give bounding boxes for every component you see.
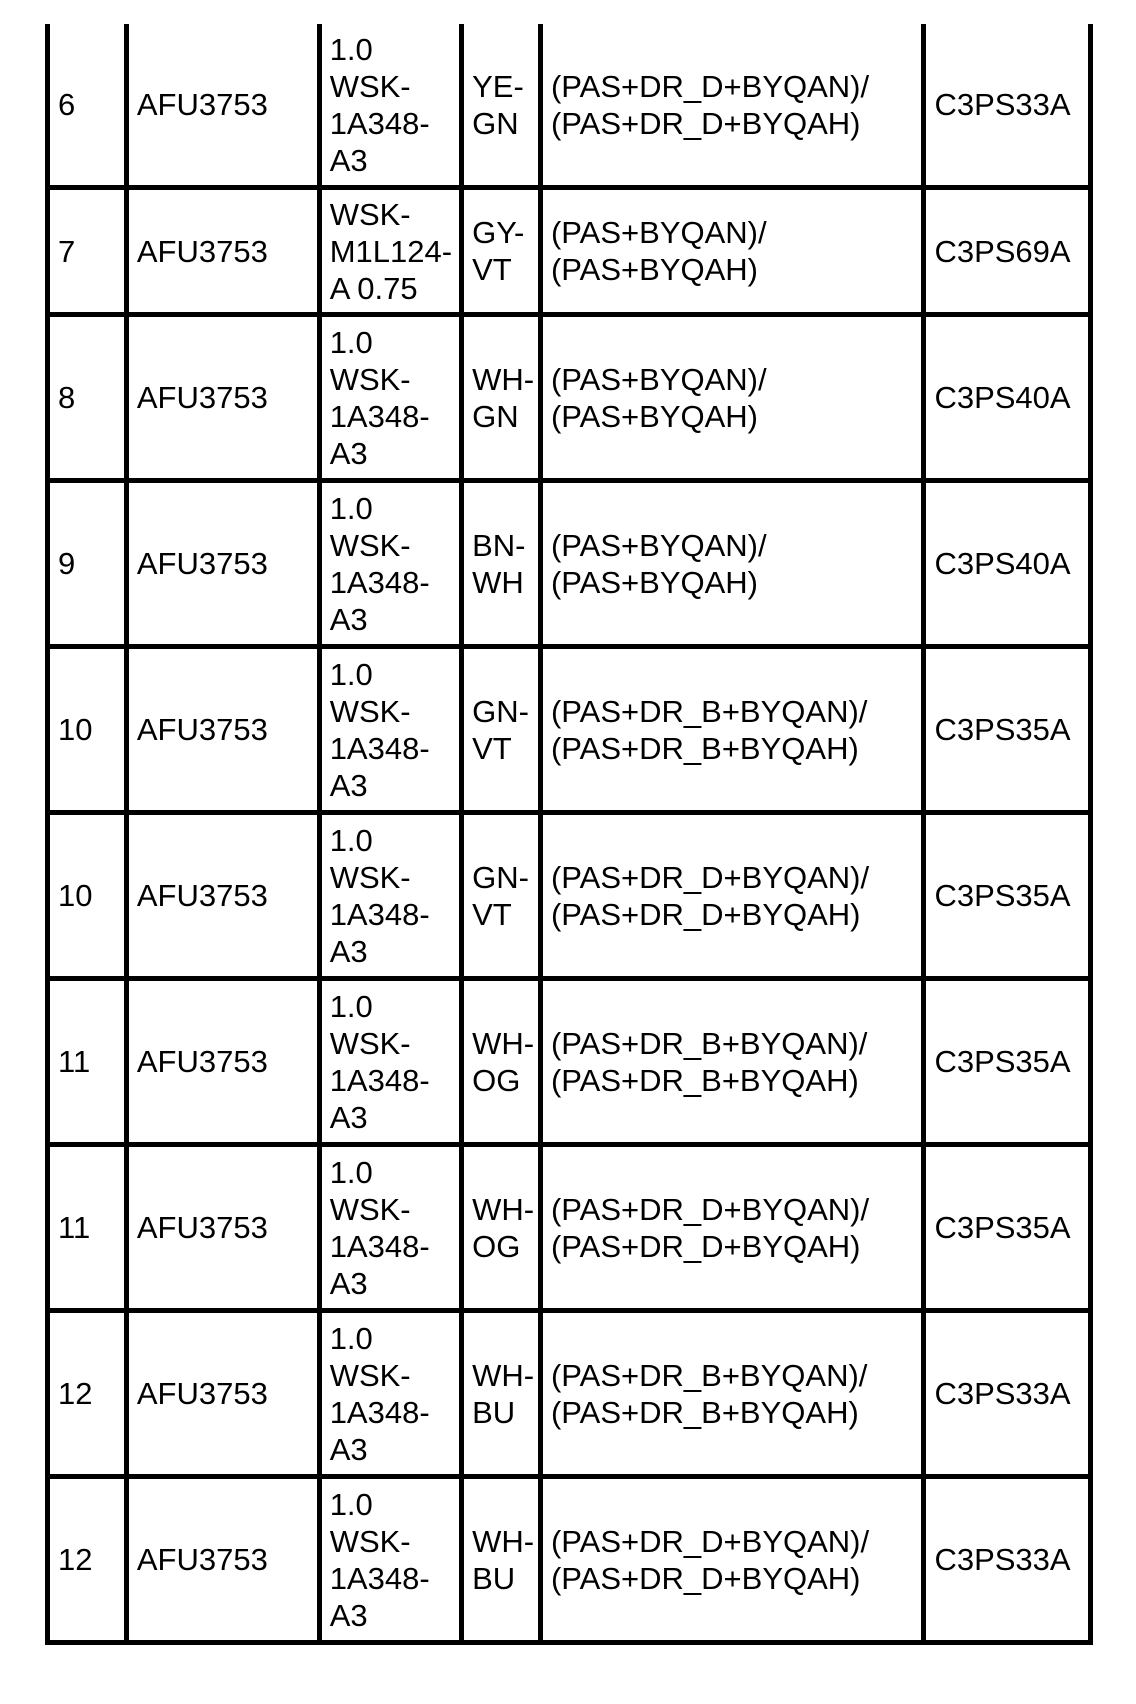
- connector-cell: AFU3753: [126, 647, 319, 813]
- connector-cell: AFU3753: [126, 315, 319, 481]
- connector-cell: AFU3753: [126, 24, 319, 188]
- table-row: [48, 979, 1091, 1145]
- table-row: [48, 188, 1091, 315]
- color-cell: WH- BU: [462, 1477, 541, 1643]
- color-cell: WH- GN: [462, 315, 541, 481]
- wire-cell: 1.0 WSK- 1A348- A3: [319, 1145, 461, 1311]
- table-row: [48, 24, 1091, 188]
- location-cell: C3PS35A: [924, 813, 1091, 979]
- pin-cell: 11: [48, 1145, 127, 1311]
- color-cell: YE- GN: [462, 24, 541, 188]
- connector-cell: AFU3753: [126, 1145, 319, 1311]
- circuit-cell: (PAS+DR_D+BYQAN)/ (PAS+DR_D+BYQAH): [540, 813, 923, 979]
- color-cell: WH- BU: [462, 1311, 541, 1477]
- connector-cell: AFU3753: [126, 979, 319, 1145]
- location-cell: C3PS40A: [924, 315, 1091, 481]
- wire-cell: 1.0 WSK- 1A348- A3: [319, 24, 461, 188]
- circuit-cell: (PAS+DR_B+BYQAN)/ (PAS+DR_B+BYQAH): [540, 979, 923, 1145]
- location-cell: C3PS40A: [924, 481, 1091, 647]
- location-cell: C3PS33A: [924, 1311, 1091, 1477]
- wire-cell: 1.0 WSK- 1A348- A3: [319, 979, 461, 1145]
- table-row: [48, 1477, 1091, 1643]
- color-cell: GN- VT: [462, 647, 541, 813]
- wire-cell: 1.0 WSK- 1A348- A3: [319, 813, 461, 979]
- wire-cell: 1.0 WSK- 1A348- A3: [319, 315, 461, 481]
- location-cell: C3PS35A: [924, 979, 1091, 1145]
- connector-cell: AFU3753: [126, 188, 319, 315]
- wire-cell: 1.0 WSK- 1A348- A3: [319, 1477, 461, 1643]
- pin-cell: 9: [48, 481, 127, 647]
- location-cell: C3PS35A: [924, 647, 1091, 813]
- wire-cell: 1.0 WSK- 1A348- A3: [319, 481, 461, 647]
- wire-cell: 1.0 WSK- 1A348- A3: [319, 647, 461, 813]
- wire-cell: WSK- M1L124- A 0.75: [319, 188, 461, 315]
- table-row: [48, 481, 1091, 647]
- circuit-cell: (PAS+BYQAN)/ (PAS+BYQAH): [540, 188, 923, 315]
- color-cell: GN- VT: [462, 813, 541, 979]
- table-row: [48, 315, 1091, 481]
- color-cell: WH- OG: [462, 1145, 541, 1311]
- circuit-cell: (PAS+DR_D+BYQAN)/ (PAS+DR_D+BYQAH): [540, 1145, 923, 1311]
- connector-cell: AFU3753: [126, 1477, 319, 1643]
- pin-cell: 12: [48, 1311, 127, 1477]
- color-cell: WH- OG: [462, 979, 541, 1145]
- wiring-table: [45, 24, 1093, 1645]
- color-cell: BN- WH: [462, 481, 541, 647]
- connector-cell: AFU3753: [126, 813, 319, 979]
- pin-cell: 10: [48, 647, 127, 813]
- connector-cell: AFU3753: [126, 1311, 319, 1477]
- circuit-cell: (PAS+DR_B+BYQAN)/ (PAS+DR_B+BYQAH): [540, 1311, 923, 1477]
- pin-cell: 8: [48, 315, 127, 481]
- pin-cell: 12: [48, 1477, 127, 1643]
- pin-cell: 6: [48, 24, 127, 188]
- color-cell: GY- VT: [462, 188, 541, 315]
- circuit-cell: (PAS+BYQAN)/ (PAS+BYQAH): [540, 315, 923, 481]
- circuit-cell: (PAS+DR_B+BYQAN)/ (PAS+DR_B+BYQAH): [540, 647, 923, 813]
- location-cell: C3PS33A: [924, 24, 1091, 188]
- location-cell: C3PS33A: [924, 1477, 1091, 1643]
- pin-cell: 10: [48, 813, 127, 979]
- location-cell: C3PS69A: [924, 188, 1091, 315]
- table-row: [48, 813, 1091, 979]
- circuit-cell: (PAS+BYQAN)/ (PAS+BYQAH): [540, 481, 923, 647]
- circuit-cell: (PAS+DR_D+BYQAN)/ (PAS+DR_D+BYQAH): [540, 1477, 923, 1643]
- pin-cell: 11: [48, 979, 127, 1145]
- table-row: [48, 1145, 1091, 1311]
- location-cell: C3PS35A: [924, 1145, 1091, 1311]
- pin-cell: 7: [48, 188, 127, 315]
- table-row: [48, 647, 1091, 813]
- circuit-cell: (PAS+DR_D+BYQAN)/ (PAS+DR_D+BYQAH): [540, 24, 923, 188]
- connector-cell: AFU3753: [126, 481, 319, 647]
- wire-cell: 1.0 WSK- 1A348- A3: [319, 1311, 461, 1477]
- table-row: [48, 1311, 1091, 1477]
